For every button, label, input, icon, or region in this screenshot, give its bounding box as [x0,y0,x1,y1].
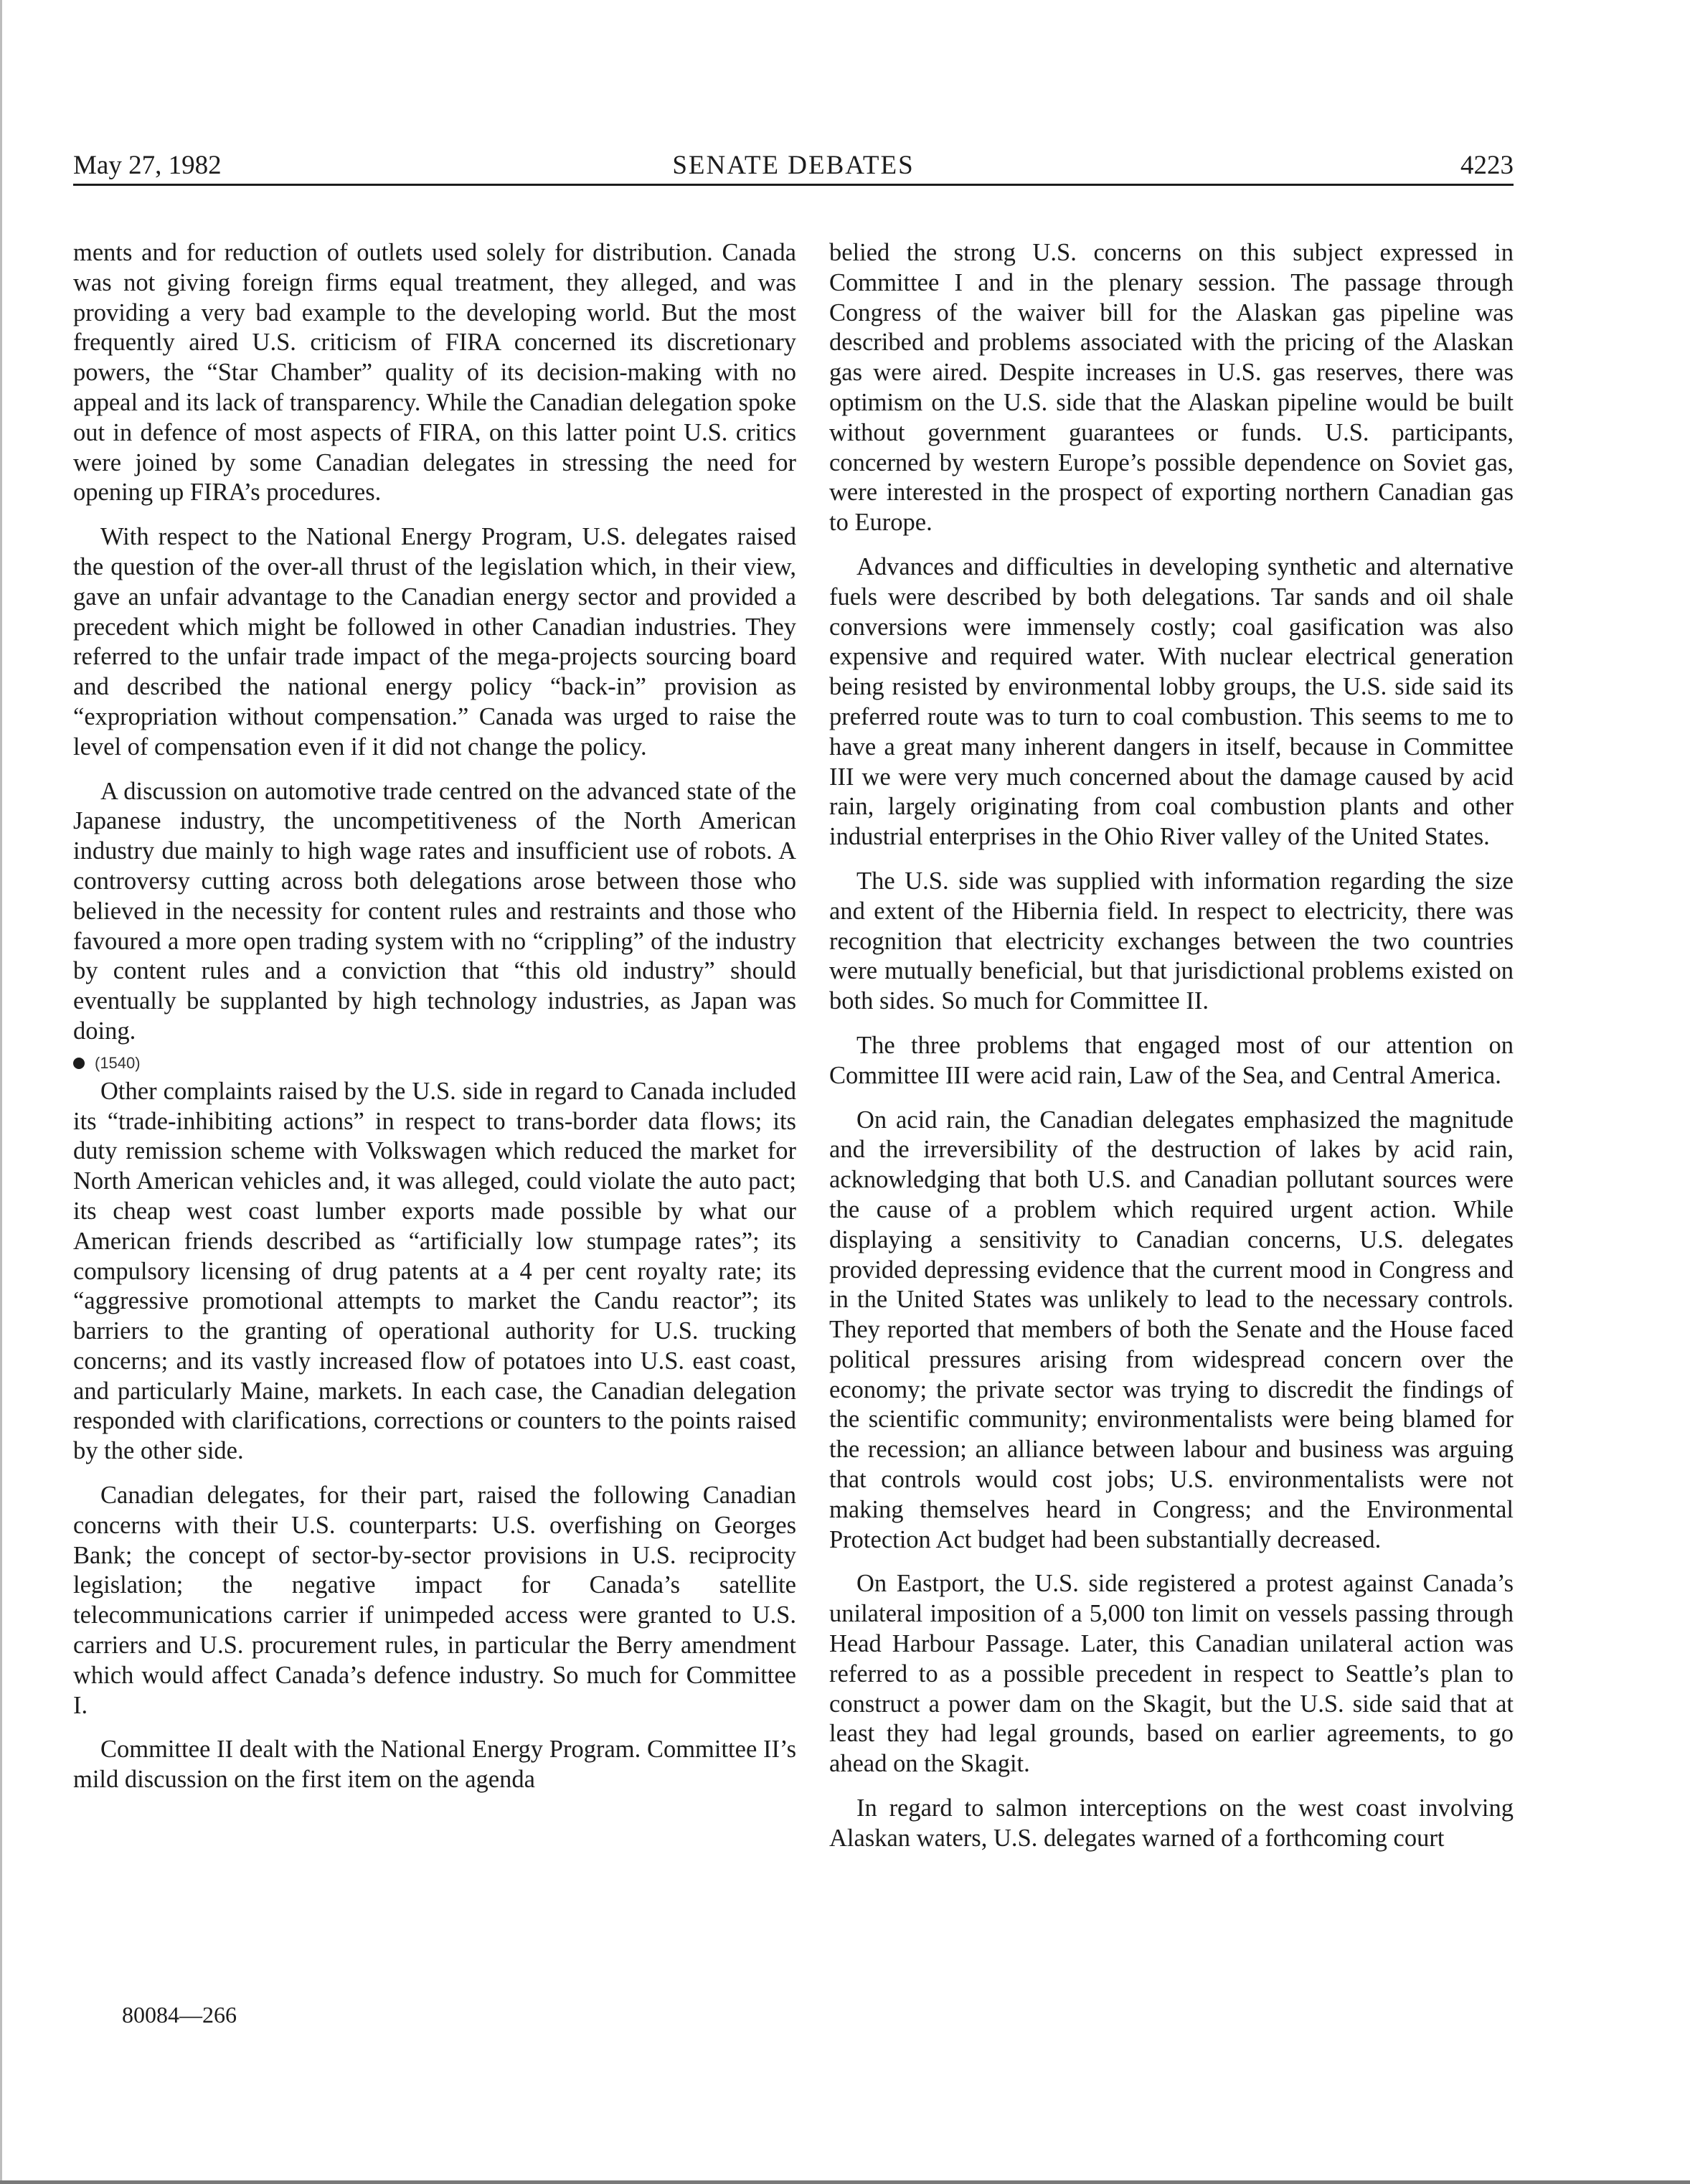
time-stamp [73,1051,796,1075]
paragraph: A discussion on automotive trade centred on the advanced state of the Japanese industry, the uncompetitiveness of the North American industry due mainly to high wage rates and insufficient use of robots. A controversy cutting across both delegations arose between those who believed in the necessity for content rules and restraints and those who favoured a more open trading system with no “crippling” of the industry by content rules and a conviction that “this old industry” should eventually be supplanted by high technology industries, as Japan was doing. [73,777,796,1045]
paragraph: Other complaints raised by the U.S. side in regard to Canada included its “trade-inhibiting actions” in respect to trans-border data flows; its duty remission scheme with Volkswagen which reduced the market for North American vehicles and, it was alleged, could violate the auto pact; its cheap west coast lumber exports made possible by what our American friends described as “artificially low stumpage rates”; its compulsory licensing of drug patents at a 4 per cent royalty rate; its “aggressive promotional attempts to market the Candu reactor”; its barriers to the granting of operational authority for U.S. trucking concerns; and its vastly increased flow of potatoes into U.S. east coast, and particularly Maine, markets. In each case, the Canadian delegation responded with clarifications, corrections or counters to the points raised by the other side. [73,1077,796,1465]
paragraph: On Eastport, the U.S. side registered a protest against Canada’s unilateral imposition of a 5,000 ton limit on vessels passing through Head Harbour Passage. Later, this Canadian unilateral action was referred to as a possible precedent in respect to Seattle’s plan to construct a power dam on the Skagit, but the U.S. side said that at least they had legal grounds, based on earlier agreements, to go ahead on the Skagit. [829,1570,1514,1778]
paragraph: belied the strong U.S. concerns on this subject expressed in Committee I and in the plenary session. The passage through Congress of the waiver bill for the Alaskan gas pipeline was described and problems associated with the pricing of the Alaskan gas were aired. Despite increases in U.S. gas reserves, there was optimism on the U.S. side that the Alaskan pipeline would be built without government guarantees or funds. U.S. participants, concerned by western Europe’s possible dependence on Soviet gas, were interested in the prospect of exporting northern Canadian gas to Europe. [829,239,1514,537]
running-head [73,148,1514,184]
header-rule [73,184,1514,186]
paragraph: The U.S. side was supplied with information regarding the size and extent of the Hibernia field. In respect to electricity, there was recognition that electricity exchanges between the two countries were mutually beneficial, but that jurisdictional problems existed on both sides. So much for Committee II. [829,867,1514,1015]
bullet-icon [73,1058,85,1069]
paragraph: In regard to salmon interceptions on the west coast involving Alaskan waters, U.S. delegates warned of a forthcoming court [829,1794,1514,1852]
time-stamp-text: (1540) [95,1053,141,1072]
header-title: SENATE DEBATES [672,151,915,180]
printer-folio: 80084—266 [122,2002,237,2028]
paragraph: The three problems that engaged most of our attention on Committee III were acid rain, Law of the Sea, and Central America. [829,1031,1514,1089]
header-date: May 27, 1982 [73,151,222,180]
paragraph: Committee II dealt with the National Energy Program. Committee II’s mild discussion on the first item on the agenda [73,1736,796,1794]
paragraph: With respect to the National Energy Program, U.S. delegates raised the question of the over-all thrust of the legislation which, in their view, gave an unfair advantage to the Canadian energy sector and provided a precedent which might be followed in other Canadian industries. They referred to the unfair trade impact of the mega-projects sourcing board and described the national energy policy “back-in” provision as “expropriation without compensation.” Canada was urged to raise the level of compensation even if it did not change the policy. [73,523,796,761]
header-page-number: 4223 [1460,151,1514,180]
paragraph: ments and for reduction of outlets used solely for distribution. Canada was not giving foreign firms equal treatment, they alleged, and was providing a very bad example to the developing world. But the most frequently aired U.S. criticism of FIRA concerned its discretionary powers, the “Star Chamber” quality of its decision-making with no appeal and its lack of transparency. While the Canadian delegation spoke out in defence of most aspects of FIRA, on this latter point U.S. critics were joined by some Canadian delegates in stressing the need for opening up FIRA’s procedures. [73,239,796,507]
left-column [73,238,796,1795]
paragraph: On acid rain, the Canadian delegates emphasized the magnitude and the irreversibility of the destruction of lakes by acid rain, acknowledging that both U.S. and Canadian pollutant sources were the cause of a problem which required urgent action. While displaying a sensitivity to Canadian concerns, U.S. delegates provided depressing evidence that the current mood in Congress and in the United States was unlikely to lead to the necessary controls. They reported that members of both the Senate and the House faced political pressures arising from widespread concern over the economy; the private sector was trying to discredit the findings of the scientific community; environmentalists were being blamed for the recession; an alliance between labour and business was arguing that controls would cost jobs; U.S. environmentalists were not making themselves heard in Congress; and the Environmental Protection Act budget had been substantially decreased. [829,1106,1514,1553]
paragraph: Canadian delegates, for their part, raised the following Canadian concerns with their U.S. counterparts: U.S. overfishing on Georges Bank; the concept of sector-by-sector provisions in U.S. reciprocity legislation; the negative impact for Canada’s satellite telecommunications carrier if unimpeded access were granted to U.S. carriers and U.S. procurement rules, in particular the Berry amendment which would affect Canada’s defence industry. So much for Committee I. [73,1482,796,1719]
paragraph: Advances and difficulties in developing synthetic and alternative fuels were described by both delegations. Tar sands and oil shale conversions were immensely costly; coal gasification was also expensive and required water. With nuclear electrical generation being resisted by environmental lobby groups, the U.S. side said its preferred route was to turn to coal combustion. This seems to me to have a great many inherent dangers in itself, because in Committee III we were very much concerned about the damage caused by acid rain, largely originating from coal combustion plants and other industrial enterprises in the Ohio River valley of the United States. [829,552,1514,851]
right-column [829,238,1514,1854]
